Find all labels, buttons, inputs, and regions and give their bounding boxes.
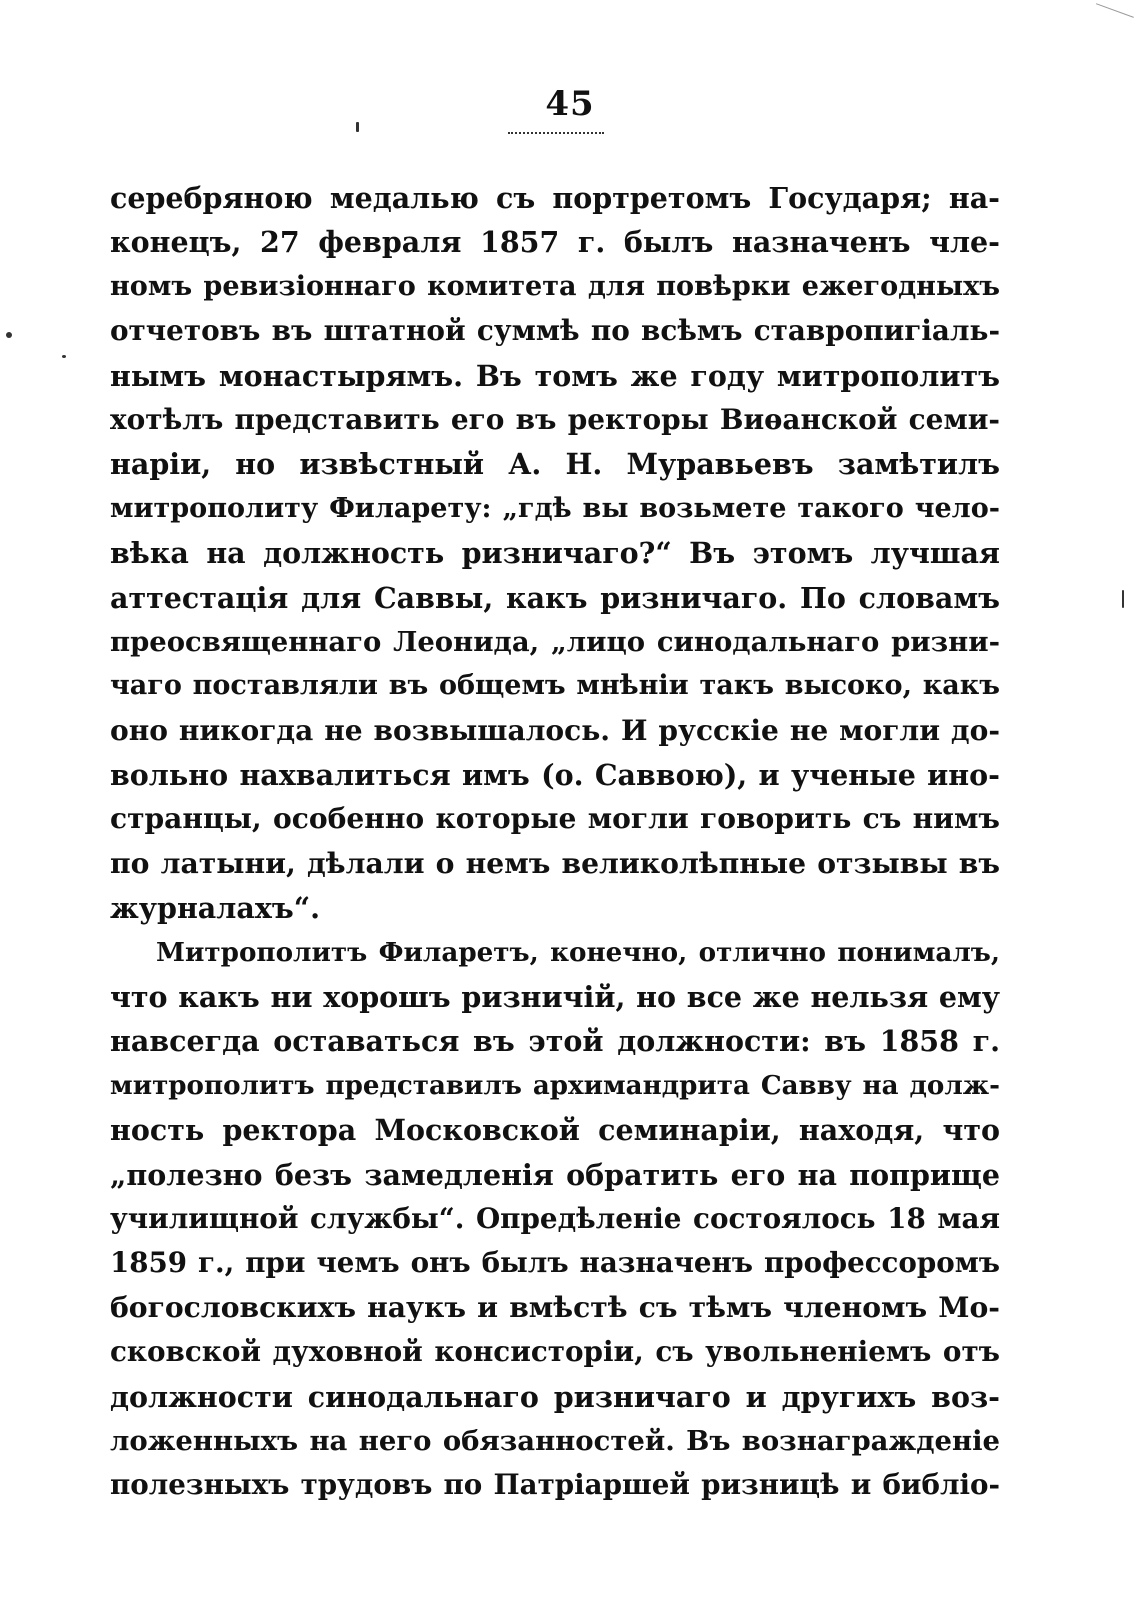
text-line: сковской духовной консисторіи, съ увольненіемъ отъ <box>110 1335 1000 1369</box>
text-line: ность ректора Московской семинаріи, находя, что <box>110 1113 1000 1148</box>
text-line: „полезно безъ замедленія обратить его на поприще <box>110 1157 1000 1192</box>
page-number: 45 <box>545 84 595 124</box>
text-line: митрополитъ представилъ архимандрита Савву на долж- <box>110 1069 1000 1101</box>
text-line: отчетовъ въ штатной суммѣ по всѣмъ ставропигіаль- <box>110 314 1000 348</box>
text-line: преосвященнаго Леонида, „лицо синодальнаго ризни- <box>110 625 1000 658</box>
text-line: наріи, но извѣстный А. Н. Муравьевъ замѣтилъ <box>110 447 1000 482</box>
text-line: навсегда оставаться въ этой должности: въ 1858 г. <box>110 1024 1000 1059</box>
text-line: ложенныхъ на него обязанностей. Въ вознагражденіе <box>110 1424 1000 1457</box>
text-line: училищной службы“. Опредѣленіе состоялось 18 мая <box>110 1201 1000 1235</box>
page-number-rule <box>508 132 604 134</box>
text-line: хотѣлъ представить его въ ректоры Виѳанской семи- <box>110 402 1000 436</box>
scan-speck <box>62 355 66 358</box>
text-line: полезныхъ трудовъ по Патріаршей ризницѣ и библіо- <box>110 1468 1000 1502</box>
text-line: журналахъ“. <box>110 891 321 926</box>
text-line: чаго поставляли въ общемъ мнѣніи такъ высоко, какъ <box>110 670 1000 702</box>
scan-speck <box>356 122 359 132</box>
text-line: что какъ ни хорошъ ризничій, но все же нельзя ему <box>110 980 1000 1015</box>
text-line: оно никогда не возвышалось. И русскіе не могли до- <box>110 713 1000 747</box>
text-line: митрополиту Филарету: „гдѣ вы возьмете такого чело- <box>110 492 1000 524</box>
text-line: нымъ монастырямъ. Въ томъ же году митрополитъ <box>110 358 1000 393</box>
text-line: конецъ, 27 февраля 1857 г. былъ назначенъ чле- <box>110 225 1000 260</box>
scan-speck <box>1122 590 1124 608</box>
text-line: вольно нахвалиться имъ (о. Саввою), и ученые ино- <box>110 758 1000 793</box>
text-line: должности синодальнаго ризничаго и другихъ воз- <box>110 1379 1000 1414</box>
text-line: серебряною медалью съ портретомъ Государя; на- <box>110 181 1000 215</box>
text-line: странцы, особенно которые могли говорить съ нимъ <box>110 802 1000 836</box>
text-line: вѣка на должность ризничаго?“ Въ этомъ лучшая <box>110 536 1000 571</box>
text-line: номъ ревизіоннаго комитета для повѣрки ежегодныхъ <box>110 270 1000 302</box>
text-line: богословскихъ наукъ и вмѣстѣ съ тѣмъ членомъ Мо- <box>110 1290 1000 1324</box>
page-edge-mark <box>1096 0 1140 18</box>
text-line: 1859 г., при чемъ онъ былъ назначенъ профессоромъ <box>110 1246 1000 1280</box>
body-text <box>110 176 1000 1508</box>
text-line: Митрополитъ Филаретъ, конечно, отлично понималъ, <box>156 936 1000 968</box>
text-line: аттестація для Саввы, какъ ризничаго. По словамъ <box>110 580 1000 615</box>
text-line: по латыни, дѣлали о немъ великолѣпные отзывы въ <box>110 846 1000 880</box>
scan-speck <box>6 332 12 338</box>
